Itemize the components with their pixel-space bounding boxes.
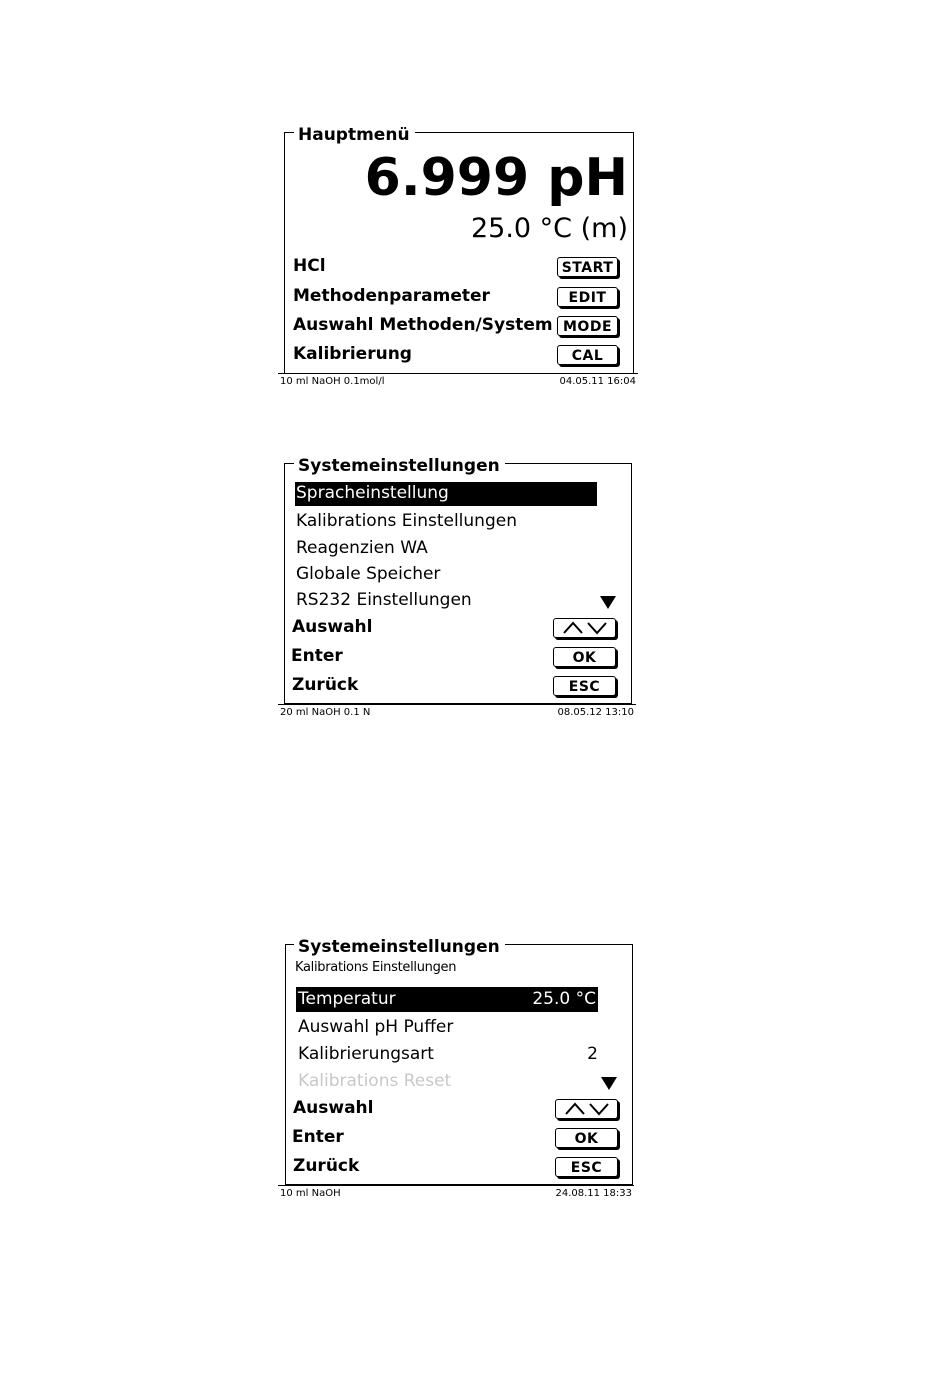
menu-item-reagents[interactable] [296,540,638,560]
calibration-settings-screen [278,936,638,1201]
menu-item-calibration-settings[interactable] [296,513,638,533]
method-parameters-label: Methodenparameter [293,286,490,306]
back-label: Zurück [293,1156,360,1176]
action-row-enter [278,648,638,670]
menu-item-rs232-label: RS232 Einstellungen [296,590,472,610]
menu-row-calibration [278,346,638,368]
menu-item-language[interactable] [295,482,597,506]
edit-button[interactable]: EDIT [557,287,618,307]
setting-calibration-reset [298,1073,598,1093]
reagent-status: 10 ml NaOH [280,1188,341,1199]
setting-ph-buffer[interactable] [298,1019,598,1039]
setting-temperature-label: Temperatur [298,989,396,1009]
menu-row-method [278,258,638,280]
mode-selection-label: Auswahl Methoden/System [293,315,553,335]
datetime-status: 24.08.11 18:33 [555,1188,632,1199]
datetime-status: 08.05.12 13:10 [557,707,634,718]
esc-button[interactable]: ESC [555,1157,618,1177]
action-row-back [278,677,638,699]
ph-reading: 6.999 pH [364,148,628,208]
menu-row-mode [278,317,638,339]
select-label: Auswahl [293,1098,374,1118]
reagent-status: 10 ml NaOH 0.1mol/l [280,376,385,387]
enter-label: Enter [292,1127,344,1147]
cal-button[interactable]: CAL [557,345,618,365]
menu-item-global-memory[interactable] [296,566,638,586]
temperature-reading: 25.0 °C (m) [470,213,628,244]
setting-temperature[interactable] [296,987,598,1012]
menu-item-reagents-label: Reagenzien WA [296,538,428,558]
menu-item-global-memory-label: Globale Speicher [296,564,441,584]
setting-temperature-value: 25.0 °C [532,989,596,1009]
main-menu-title: Hauptmenü [294,127,415,144]
system-settings-title: Systemeinstellungen [294,458,505,475]
action-row-enter [278,1129,638,1151]
setting-calibration-type-label: Kalibrierungsart [298,1044,434,1064]
system-settings-screen [278,455,638,720]
ok-button[interactable]: OK [553,647,616,667]
action-row-select [278,619,638,641]
calibration-settings-title: Systemeinstellungen [294,939,505,956]
back-label: Zurück [292,675,359,695]
status-bar [278,704,636,720]
datetime-status: 04.05.11 16:04 [559,376,636,387]
up-down-button[interactable] [553,618,616,638]
action-row-select [278,1100,638,1122]
status-bar [278,373,638,389]
menu-item-rs232[interactable] [296,592,638,612]
setting-ph-buffer-label: Auswahl pH Puffer [298,1017,454,1037]
up-down-button[interactable] [555,1099,618,1119]
esc-button[interactable]: ESC [553,676,616,696]
setting-calibration-type-value: 2 [587,1044,598,1064]
scroll-down-icon [601,1077,617,1090]
calibration-settings-subtitle: Kalibrations Einstellungen [295,960,457,975]
status-bar [278,1185,634,1201]
main-menu-screen [278,124,638,390]
ok-button[interactable]: OK [555,1128,618,1148]
enter-label: Enter [291,646,343,666]
start-button[interactable]: START [557,257,618,277]
setting-calibration-reset-label: Kalibrations Reset [298,1071,452,1091]
setting-calibration-type[interactable] [298,1046,598,1066]
menu-item-language-label: Spracheinstellung [296,483,449,503]
scroll-down-icon [600,596,616,609]
menu-item-calibration-settings-label: Kalibrations Einstellungen [296,511,517,531]
select-label: Auswahl [292,617,373,637]
action-row-back [278,1158,638,1180]
menu-row-method-parameters [278,288,638,310]
up-down-arrows-icon [562,621,608,635]
method-name-label: HCl [293,256,326,276]
mode-button[interactable]: MODE [557,316,618,336]
up-down-arrows-icon [564,1102,610,1116]
reagent-status: 20 ml NaOH 0.1 N [280,707,371,718]
calibration-label: Kalibrierung [293,344,412,364]
